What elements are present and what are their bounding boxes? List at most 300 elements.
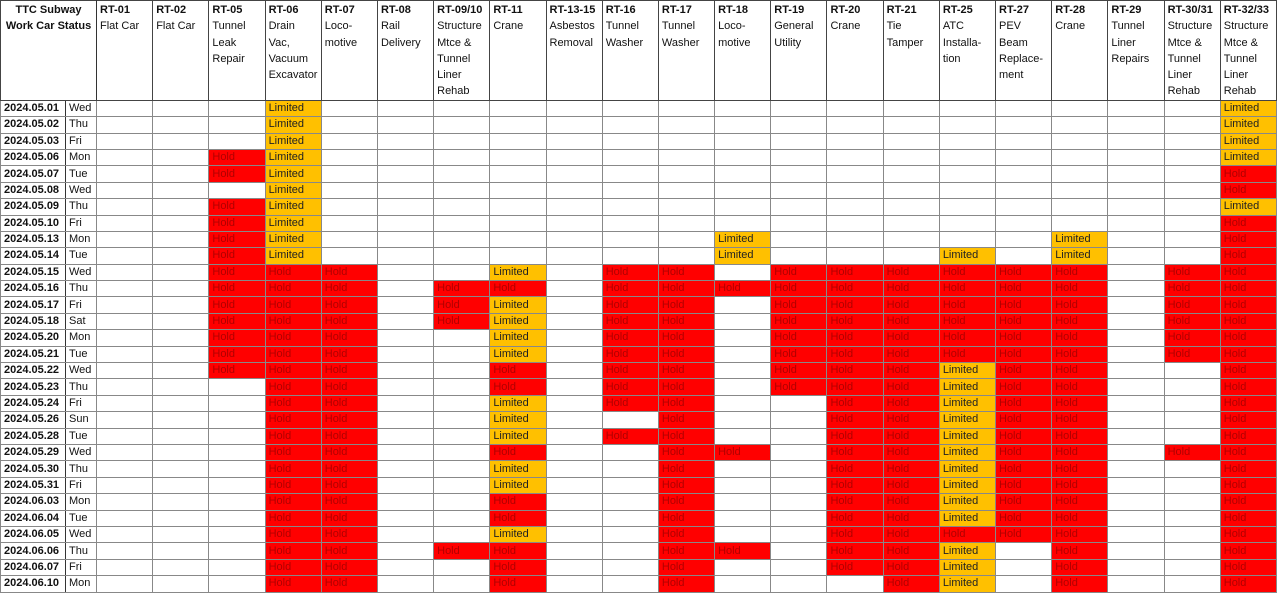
status-cell [883, 166, 939, 182]
status-cell: Hold [827, 264, 883, 280]
date-cell: 2024.06.03 [1, 494, 66, 510]
status-cell: Hold [996, 526, 1052, 542]
status-cell [209, 494, 265, 510]
status-cell: Limited [265, 248, 321, 264]
day-cell: Thu [66, 281, 97, 297]
status-cell [1164, 576, 1220, 592]
car-code: RT-19 [774, 4, 805, 16]
status-cell: Hold [1220, 461, 1276, 477]
car-code: RT-13-15 [549, 4, 596, 16]
status-cell [1164, 494, 1220, 510]
status-cell: Hold [1052, 330, 1108, 346]
status-cell [1108, 477, 1164, 493]
header-row [1, 1, 1277, 101]
status-cell [97, 182, 153, 198]
status-cell [1108, 182, 1164, 198]
status-cell [771, 543, 827, 559]
status-cell: Hold [1220, 379, 1276, 395]
status-cell: Hold [658, 576, 714, 592]
status-cell [1108, 576, 1164, 592]
status-cell [996, 100, 1052, 116]
status-cell: Hold [1052, 494, 1108, 510]
status-cell [490, 215, 546, 231]
status-cell [715, 526, 771, 542]
status-cell: Hold [658, 363, 714, 379]
day-cell: Fri [66, 477, 97, 493]
status-cell [1108, 199, 1164, 215]
status-cell: Hold [827, 379, 883, 395]
status-cell: Limited [490, 461, 546, 477]
status-cell [827, 576, 883, 592]
status-cell [1164, 182, 1220, 198]
status-cell: Hold [658, 444, 714, 460]
status-cell [602, 461, 658, 477]
table-row [1, 215, 1277, 231]
status-cell: Hold [1220, 444, 1276, 460]
status-cell [996, 576, 1052, 592]
status-cell [97, 526, 153, 542]
status-cell [715, 182, 771, 198]
status-cell [1164, 117, 1220, 133]
status-cell: Hold [827, 346, 883, 362]
status-cell: Hold [434, 297, 490, 313]
date-cell: 2024.05.21 [1, 346, 66, 362]
status-cell: Hold [658, 543, 714, 559]
date-cell: 2024.05.02 [1, 117, 66, 133]
day-cell: Wed [66, 363, 97, 379]
day-cell: Tue [66, 166, 97, 182]
status-cell [153, 395, 209, 411]
status-cell [658, 215, 714, 231]
status-cell: Hold [1164, 444, 1220, 460]
status-cell [377, 133, 433, 149]
status-cell [658, 117, 714, 133]
status-cell: Hold [658, 428, 714, 444]
status-cell: Limited [1220, 100, 1276, 116]
status-cell: Hold [827, 526, 883, 542]
status-cell [377, 313, 433, 329]
day-cell: Fri [66, 215, 97, 231]
status-cell: Hold [1052, 428, 1108, 444]
date-cell: 2024.05.08 [1, 182, 66, 198]
status-cell [1164, 248, 1220, 264]
column-header [1220, 1, 1276, 101]
status-cell [771, 182, 827, 198]
date-cell: 2024.05.28 [1, 428, 66, 444]
table-row [1, 526, 1277, 542]
status-cell [1164, 133, 1220, 149]
status-cell: Hold [209, 199, 265, 215]
status-cell [883, 231, 939, 247]
status-cell: Hold [209, 297, 265, 313]
status-cell [771, 477, 827, 493]
status-cell [377, 526, 433, 542]
status-cell: Hold [1052, 444, 1108, 460]
status-cell: Hold [265, 494, 321, 510]
status-cell [321, 182, 377, 198]
status-cell: Hold [602, 297, 658, 313]
status-cell [602, 559, 658, 575]
status-cell [658, 199, 714, 215]
status-cell [153, 330, 209, 346]
status-cell [209, 526, 265, 542]
status-cell [97, 559, 153, 575]
table-row [1, 510, 1277, 526]
status-cell: Hold [1220, 363, 1276, 379]
status-cell: Hold [883, 559, 939, 575]
status-cell: Hold [490, 281, 546, 297]
status-cell [97, 149, 153, 165]
table-row [1, 494, 1277, 510]
status-cell [377, 117, 433, 133]
status-cell [377, 412, 433, 428]
status-cell: Hold [1220, 330, 1276, 346]
status-cell: Limited [939, 248, 995, 264]
status-cell: Hold [209, 264, 265, 280]
status-cell [434, 330, 490, 346]
status-cell [771, 510, 827, 526]
status-cell: Hold [1052, 576, 1108, 592]
status-cell [546, 412, 602, 428]
status-cell: Limited [939, 444, 995, 460]
status-cell: Hold [771, 379, 827, 395]
status-cell [209, 428, 265, 444]
status-cell: Hold [602, 313, 658, 329]
status-cell [883, 199, 939, 215]
status-cell [1108, 117, 1164, 133]
status-cell: Hold [827, 543, 883, 559]
status-cell: Limited [490, 297, 546, 313]
status-cell: Limited [939, 477, 995, 493]
status-cell: Hold [996, 494, 1052, 510]
table-row [1, 543, 1277, 559]
status-cell [434, 199, 490, 215]
status-cell [434, 117, 490, 133]
status-cell: Hold [715, 444, 771, 460]
status-cell [97, 444, 153, 460]
status-cell [827, 215, 883, 231]
status-cell [1108, 149, 1164, 165]
table-row [1, 248, 1277, 264]
status-cell: Hold [1220, 510, 1276, 526]
car-description: Drain Vac, Vacuum Excavator [268, 20, 318, 82]
status-cell [153, 182, 209, 198]
status-cell [1108, 100, 1164, 116]
status-cell [1164, 510, 1220, 526]
status-cell [434, 395, 490, 411]
column-header [883, 1, 939, 101]
status-cell: Hold [996, 379, 1052, 395]
status-cell [209, 510, 265, 526]
status-cell [546, 199, 602, 215]
status-cell [546, 395, 602, 411]
status-cell: Hold [209, 231, 265, 247]
status-cell [434, 510, 490, 526]
status-cell [209, 395, 265, 411]
status-cell: Limited [265, 215, 321, 231]
status-cell [996, 133, 1052, 149]
status-cell [321, 248, 377, 264]
status-cell: Hold [1220, 264, 1276, 280]
status-cell [827, 166, 883, 182]
status-cell [996, 543, 1052, 559]
day-cell: Wed [66, 264, 97, 280]
status-cell [1052, 133, 1108, 149]
status-cell: Hold [996, 510, 1052, 526]
status-cell: Limited [490, 313, 546, 329]
status-cell [1164, 100, 1220, 116]
status-cell: Hold [883, 494, 939, 510]
status-cell [97, 166, 153, 182]
status-cell [377, 182, 433, 198]
status-cell [883, 248, 939, 264]
status-cell [715, 494, 771, 510]
status-cell: Hold [1220, 576, 1276, 592]
status-cell [1052, 117, 1108, 133]
status-cell [153, 248, 209, 264]
status-cell [209, 444, 265, 460]
status-cell [1164, 363, 1220, 379]
status-cell [490, 231, 546, 247]
car-code: RT-11 [493, 4, 523, 16]
status-cell [153, 412, 209, 428]
status-cell: Hold [1052, 379, 1108, 395]
car-description: Tunnel Washer [661, 20, 700, 49]
status-cell [996, 559, 1052, 575]
status-cell: Hold [265, 428, 321, 444]
status-cell: Hold [1164, 330, 1220, 346]
status-cell: Hold [715, 543, 771, 559]
status-cell [97, 428, 153, 444]
status-cell [546, 248, 602, 264]
status-cell [153, 133, 209, 149]
status-cell: Hold [209, 281, 265, 297]
status-cell [1164, 543, 1220, 559]
column-header [996, 1, 1052, 101]
status-cell [377, 199, 433, 215]
car-description: PEV Beam Replace-ment [999, 20, 1044, 82]
status-cell [546, 379, 602, 395]
status-cell: Hold [321, 412, 377, 428]
status-cell: Hold [827, 510, 883, 526]
status-cell [434, 149, 490, 165]
status-cell: Hold [996, 346, 1052, 362]
status-cell [827, 231, 883, 247]
status-cell: Hold [265, 395, 321, 411]
status-cell: Hold [321, 330, 377, 346]
car-description: Asbestos Removal [549, 20, 595, 49]
car-description: Crane [830, 20, 861, 33]
table-row [1, 363, 1277, 379]
status-cell: Hold [602, 346, 658, 362]
status-cell [996, 215, 1052, 231]
status-cell [153, 264, 209, 280]
status-cell: Limited [265, 231, 321, 247]
status-cell [546, 428, 602, 444]
car-description: Crane [493, 20, 524, 33]
status-cell [377, 559, 433, 575]
status-cell [321, 199, 377, 215]
status-cell [209, 117, 265, 133]
status-cell [546, 494, 602, 510]
status-cell: Hold [490, 543, 546, 559]
status-cell: Hold [209, 248, 265, 264]
day-cell: Thu [66, 117, 97, 133]
status-cell [1164, 395, 1220, 411]
table-row [1, 444, 1277, 460]
status-cell: Hold [321, 313, 377, 329]
date-cell: 2024.05.18 [1, 313, 66, 329]
car-description: Flat Car [100, 20, 140, 33]
status-cell [153, 166, 209, 182]
status-cell: Hold [1052, 412, 1108, 428]
status-cell [996, 182, 1052, 198]
status-cell: Hold [1052, 281, 1108, 297]
status-cell: Hold [265, 510, 321, 526]
day-cell: Thu [66, 461, 97, 477]
status-cell [546, 543, 602, 559]
car-description: Structure Mtce & Tunnel Liner Rehab [1223, 20, 1269, 98]
status-cell [209, 100, 265, 116]
status-cell: Hold [209, 313, 265, 329]
status-cell: Hold [602, 428, 658, 444]
status-cell [1108, 444, 1164, 460]
status-cell [771, 412, 827, 428]
status-cell: Hold [827, 412, 883, 428]
status-cell [434, 379, 490, 395]
table-row [1, 199, 1277, 215]
status-cell: Hold [827, 297, 883, 313]
status-cell [602, 510, 658, 526]
status-cell [209, 477, 265, 493]
status-cell [434, 215, 490, 231]
status-cell [97, 576, 153, 592]
car-code: RT-09/10 [437, 4, 483, 16]
status-cell [97, 494, 153, 510]
status-cell: Hold [321, 297, 377, 313]
column-header [153, 1, 209, 101]
status-cell: Hold [715, 281, 771, 297]
status-cell: Hold [1220, 297, 1276, 313]
status-cell: Hold [321, 461, 377, 477]
status-cell [1108, 248, 1164, 264]
date-cell: 2024.05.14 [1, 248, 66, 264]
corner-title: TTC Subway Work Car Status [1, 1, 97, 101]
status-cell: Hold [490, 559, 546, 575]
status-cell: Hold [939, 330, 995, 346]
status-cell [434, 100, 490, 116]
status-cell [546, 313, 602, 329]
status-cell: Limited [1052, 231, 1108, 247]
status-cell: Hold [265, 346, 321, 362]
table-row [1, 313, 1277, 329]
status-cell [434, 526, 490, 542]
status-cell [1164, 149, 1220, 165]
status-cell [715, 428, 771, 444]
status-cell: Hold [434, 281, 490, 297]
status-cell [377, 461, 433, 477]
status-cell: Hold [883, 281, 939, 297]
status-cell: Hold [883, 477, 939, 493]
status-cell [434, 477, 490, 493]
status-cell [827, 149, 883, 165]
status-cell [209, 559, 265, 575]
status-cell [715, 412, 771, 428]
status-cell: Hold [321, 379, 377, 395]
status-cell [1108, 379, 1164, 395]
status-cell: Hold [265, 281, 321, 297]
status-cell: Hold [1052, 510, 1108, 526]
status-cell [771, 149, 827, 165]
status-cell: Hold [321, 444, 377, 460]
status-cell: Limited [265, 182, 321, 198]
status-cell: Hold [658, 281, 714, 297]
status-cell: Hold [996, 461, 1052, 477]
car-code: RT-18 [718, 4, 749, 16]
table-row [1, 330, 1277, 346]
status-cell [771, 117, 827, 133]
status-cell: Hold [1220, 477, 1276, 493]
table-row [1, 346, 1277, 362]
status-cell [153, 461, 209, 477]
status-cell [883, 215, 939, 231]
car-code: RT-32/33 [1223, 4, 1269, 16]
status-cell [434, 444, 490, 460]
status-cell: Hold [939, 346, 995, 362]
car-code: RT-30/31 [1167, 4, 1213, 16]
status-cell [715, 117, 771, 133]
status-cell: Hold [209, 330, 265, 346]
status-cell [153, 199, 209, 215]
table-row [1, 264, 1277, 280]
status-cell [996, 149, 1052, 165]
status-cell [153, 379, 209, 395]
status-cell [153, 346, 209, 362]
column-header [1052, 1, 1108, 101]
status-cell [377, 149, 433, 165]
status-cell [602, 166, 658, 182]
status-cell [153, 281, 209, 297]
status-cell [434, 248, 490, 264]
status-cell [996, 248, 1052, 264]
car-description: Structure Mtce & Tunnel Liner Rehab [437, 20, 482, 98]
status-cell: Hold [827, 395, 883, 411]
status-cell: Hold [209, 363, 265, 379]
status-cell [490, 133, 546, 149]
status-cell: Hold [602, 363, 658, 379]
status-cell [434, 494, 490, 510]
status-cell [715, 346, 771, 362]
status-cell [434, 363, 490, 379]
status-cell [1108, 412, 1164, 428]
status-cell: Hold [1220, 428, 1276, 444]
status-cell: Hold [1220, 543, 1276, 559]
status-cell: Hold [602, 264, 658, 280]
day-cell: Thu [66, 379, 97, 395]
status-cell [377, 281, 433, 297]
column-header [771, 1, 827, 101]
date-cell: 2024.05.22 [1, 363, 66, 379]
status-cell: Hold [883, 297, 939, 313]
status-cell: Hold [827, 559, 883, 575]
status-cell: Hold [771, 313, 827, 329]
date-cell: 2024.05.30 [1, 461, 66, 477]
status-cell [377, 264, 433, 280]
status-cell: Hold [1052, 346, 1108, 362]
status-cell [602, 412, 658, 428]
car-code: RT-27 [999, 4, 1029, 16]
status-cell [1052, 166, 1108, 182]
